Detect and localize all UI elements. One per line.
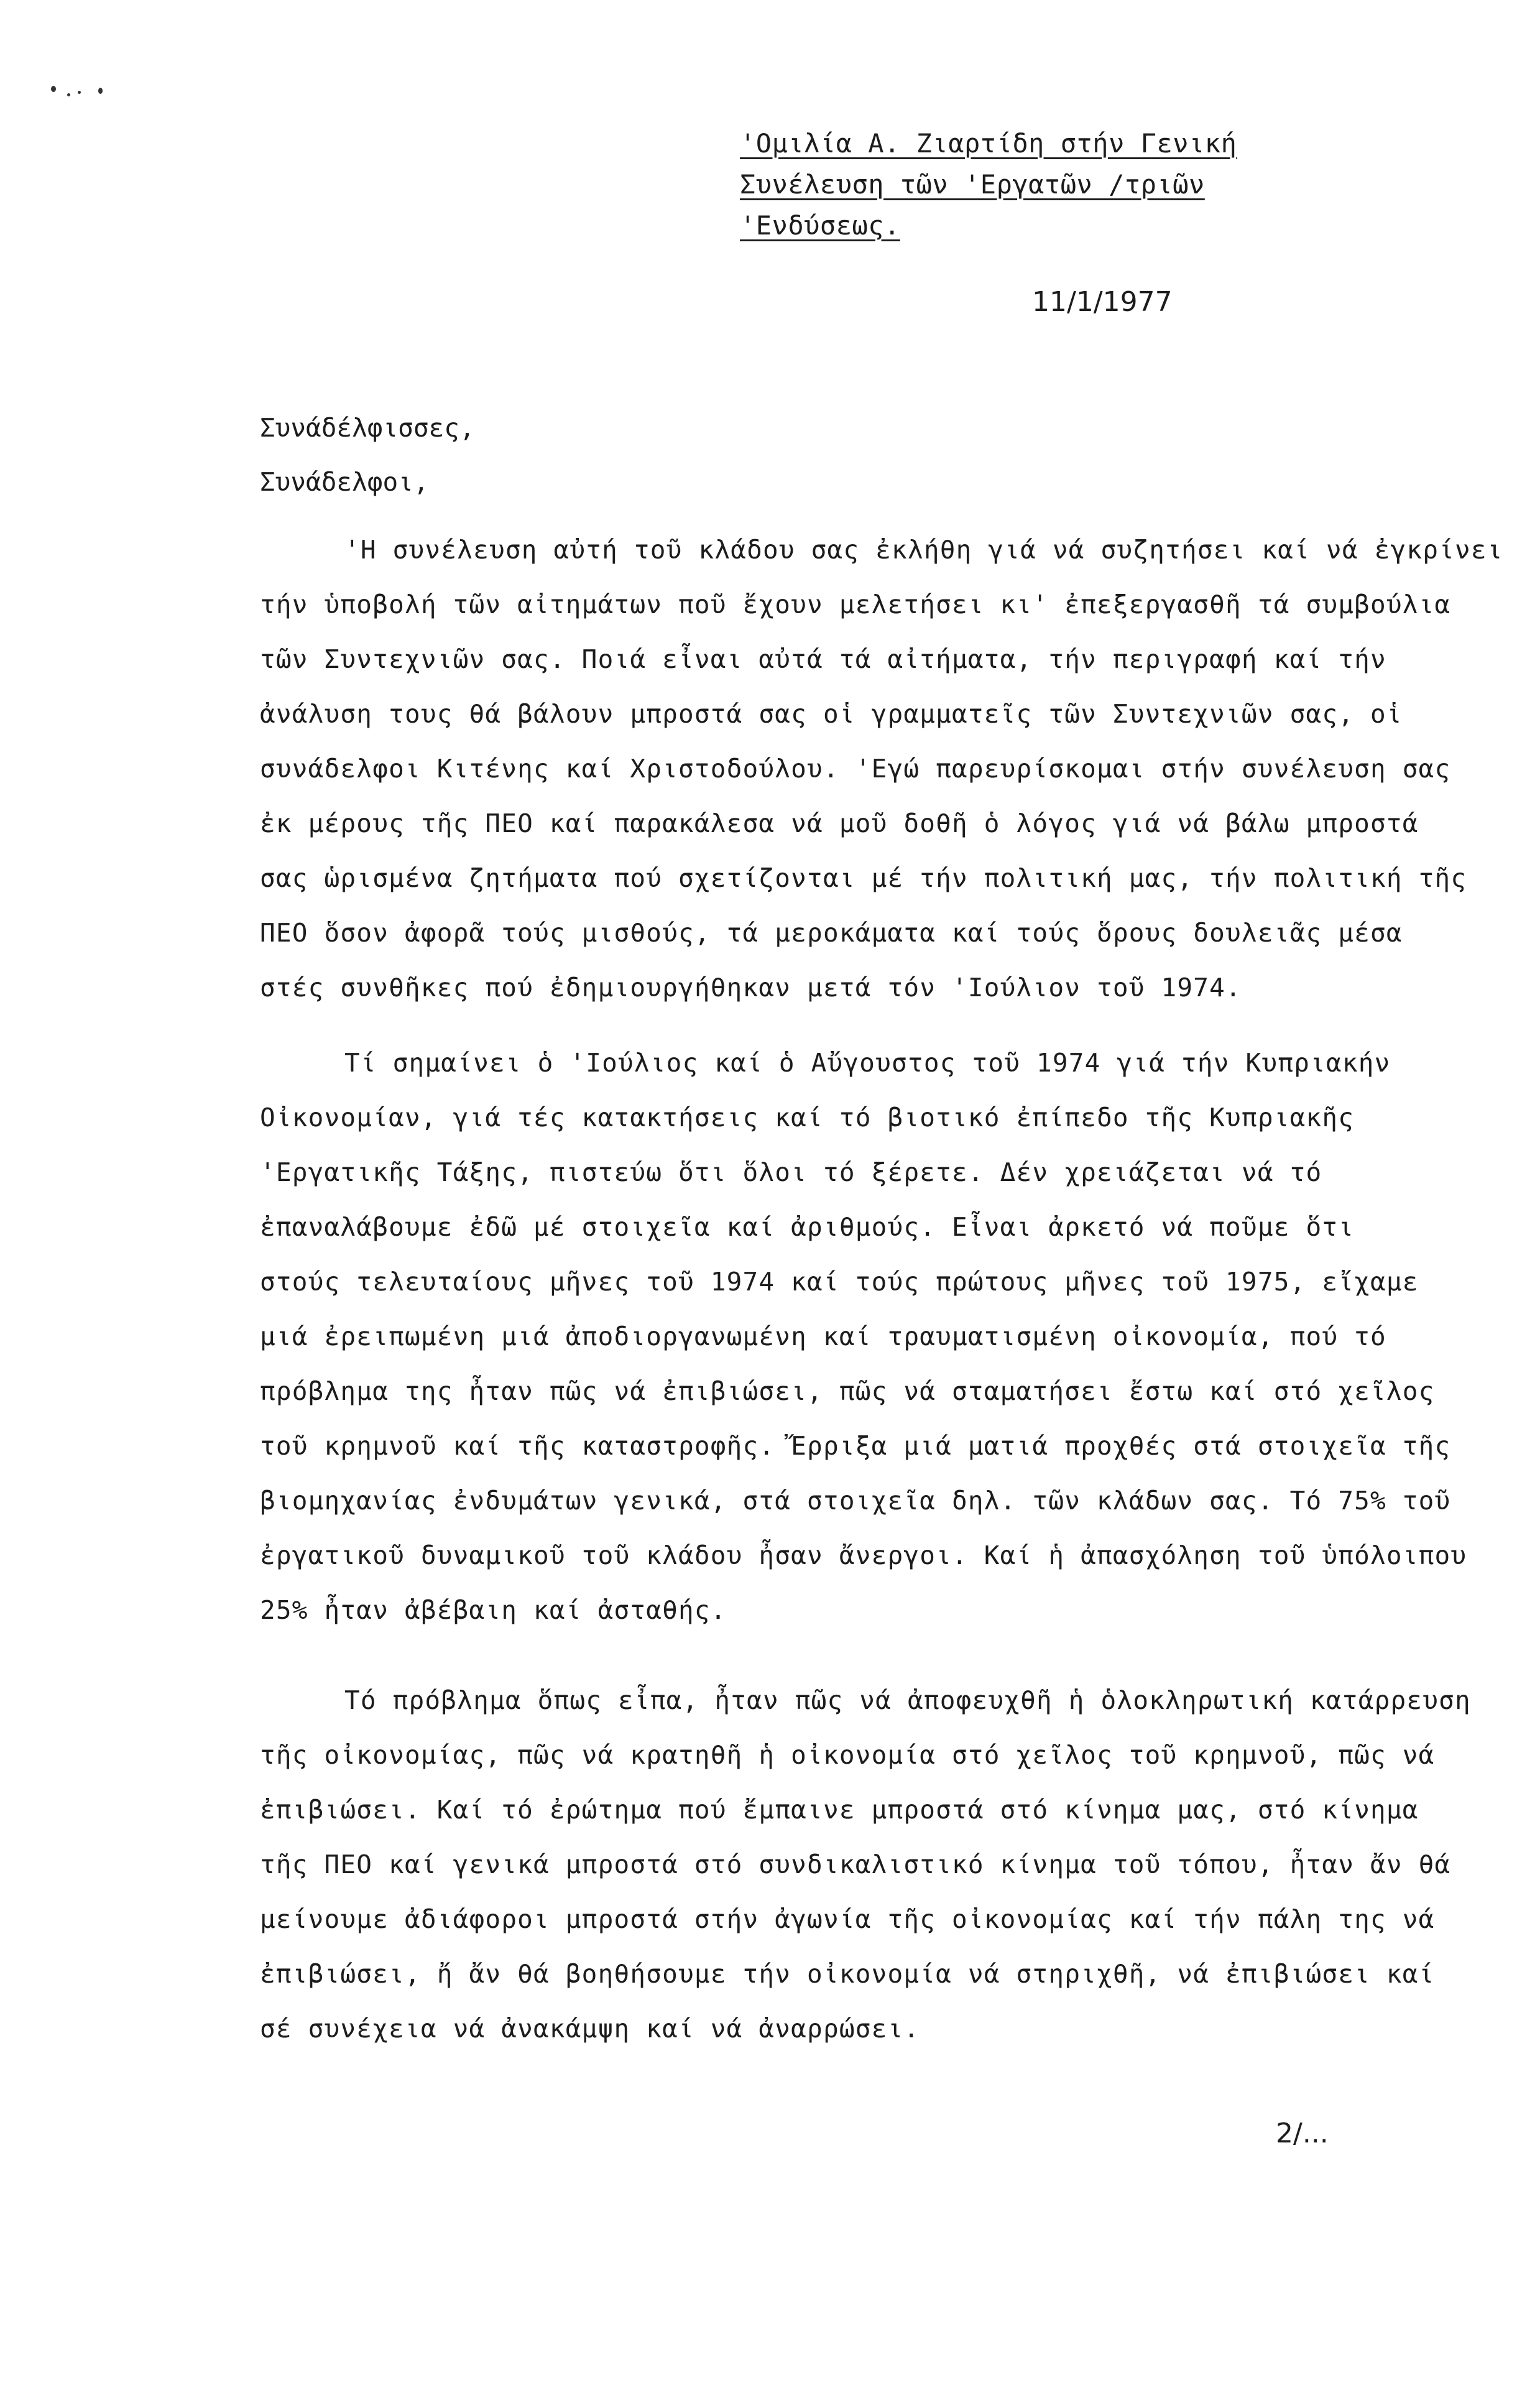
body-paragraph	[260, 1035, 1467, 1637]
paragraph-line: ἐκ μέρους τῆς ΠΕΟ καί παρακάλεσα νά μοῦ δοθῆ ὁ λόγος γιά νά βάλω μπροστά	[260, 808, 1419, 838]
ink-speck	[67, 93, 70, 96]
heading-line: Συνέλευση τῶν 'Εργατῶν /τριῶν	[740, 169, 1205, 200]
speech-heading	[740, 123, 1275, 246]
paragraph-line: σας ὡρισμένα ζητήματα πού σχετίζονται μέ τήν πολιτική μας, τήν πολιτική τῆς	[260, 863, 1467, 893]
paragraph-line: σέ συνέχεια νά ἀνακάμψη καί νά ἀναρρώσει.	[260, 2014, 920, 2044]
ink-speck	[78, 91, 81, 94]
paragraph-line: συνάδελφοι Κιτένης καί Χριστοδούλου. 'Εγώ παρευρίσκομαι στήν συνέλευση σας	[260, 754, 1451, 784]
body-paragraph	[260, 1673, 1471, 2056]
paragraph-line: 'Η συνέλευση αὐτή τοῦ κλάδου σας ἐκλήθη γιά νά συζητήσει καί νά ἐγκρίνει	[344, 535, 1503, 565]
paragraph-line: ἐργατικοῦ δυναμικοῦ τοῦ κλάδου ἦσαν ἄνεργοι. Καί ἡ ἀπασχόληση τοῦ ὑπόλοιπου	[260, 1540, 1467, 1570]
heading-line: 'Ενδύσεως.	[740, 210, 900, 241]
ink-speck	[51, 86, 56, 92]
paragraph-line: μείνουμε ἀδιάφοροι μπροστά στήν ἀγωνία τῆς οἰκονομίας καί τήν πάλη της νά	[260, 1904, 1435, 1934]
paragraph-line: ἐπιβιώσει, ἤ ἄν θά βοηθήσουμε τήν οἰκονομία νά στηριχθῆ, νά ἐπιβιώσει καί	[260, 1959, 1435, 1989]
salutation-line: Συνάδελφοι,	[260, 467, 429, 497]
paragraph-line: πρόβλημα της ἦταν πῶς νά ἐπιβιώσει, πῶς νά σταματήσει ἔστω καί στό χεῖλος	[260, 1376, 1435, 1406]
paragraph-line: τήν ὑποβολή τῶν αἰτημάτων ποῦ ἔχουν μελετήσει κι' ἐπεξεργασθῆ τά συμβούλια	[260, 590, 1451, 619]
paragraph-line: 25% ἦταν ἀβέβαιη καί ἀσταθής.	[260, 1595, 727, 1625]
paragraph-line: ΠΕΟ ὅσον ἀφορᾶ τούς μισθούς, τά μεροκάματα καί τούς ὅρους δουλειᾶς μέσα	[260, 918, 1403, 948]
salutation-line: Συνάδέλφισσες,	[260, 413, 475, 443]
paragraph-line: Οἰκονομίαν, γιά τές κατακτήσεις καί τό βιοτικό ἐπίπεδο τῆς Κυπριακῆς	[260, 1103, 1355, 1132]
paragraph-line: τῆς οἰκονομίας, πῶς νά κρατηθῆ ἡ οἰκονομία στό χεῖλος τοῦ κρημνοῦ, πῶς νά	[260, 1740, 1435, 1770]
paragraph-line: βιομηχανίας ἐνδυμάτων γενικά, στά στοιχεῖα δηλ. τῶν κλάδων σας. Τό 75% τοῦ	[260, 1486, 1451, 1516]
paragraph-line: στές συνθῆκες πού ἐδημιουργήθηκαν μετά τόν 'Ιούλιον τοῦ 1974.	[260, 973, 1242, 1003]
paragraph-line: ἐπαναλάβουμε ἐδῶ μέ στοιχεῖα καί ἀριθμούς. Εἶναι ἀρκετό νά ποῦμε ὅτι	[260, 1212, 1355, 1242]
ink-speck	[98, 88, 103, 94]
paragraph-line: τῶν Συντεχνιῶν σας. Ποιά εἶναι αὐτά τά αἰτήματα, τήν περιγραφή καί τήν	[260, 644, 1386, 674]
paragraph-line: ἀνάλυση τους θά βάλουν μπροστά σας οἱ γραμματεῖς τῶν Συντεχνιῶν σας, οἱ	[260, 699, 1403, 729]
salutation	[260, 401, 475, 509]
body-paragraph	[260, 522, 1503, 1015]
paragraph-line: 'Εργατικῆς Τάξης, πιστεύω ὅτι ὅλοι τό ξέρετε. Δέν χρειάζεται νά τό	[260, 1157, 1322, 1187]
paragraph-line: μιά ἐρειπωμένη μιά ἀποδιοργανωμένη καί τραυματισμένη οἰκονομία, πού τό	[260, 1322, 1386, 1351]
heading-line: 'Ομιλία Α. Ζιαρτίδη στήν Γενική	[740, 128, 1237, 159]
paragraph-line: τῆς ΠΕΟ καί γενικά μπροστά στό συνδικαλιστικό κίνημα τοῦ τόπου, ἦταν ἄν θά	[260, 1850, 1451, 1879]
paragraph-line: στούς τελευταίους μῆνες τοῦ 1974 καί τούς πρώτους μῆνες τοῦ 1975, εἴχαμε	[260, 1267, 1419, 1297]
paragraph-line: Τί σημαίνει ὁ 'Ιούλιος καί ὁ Αὔγουστος τοῦ 1974 γιά τήν Κυπριακήν	[344, 1048, 1391, 1078]
paragraph-line: ἐπιβιώσει. Καί τό ἐρώτημα πού ἔμπαινε μπροστά στό κίνημα μας, στό κίνημα	[260, 1795, 1419, 1825]
paragraph-line: τοῦ κρημνοῦ καί τῆς καταστροφῆς. Ἔρριξα μιά ματιά προχθές στά στοιχεῖα τῆς	[260, 1431, 1451, 1461]
paragraph-line: Τό πρόβλημα ὅπως εἶπα, ἦταν πῶς νά ἀποφευχθῆ ἡ ὁλοκληρωτική κατάρρευση	[344, 1685, 1471, 1715]
document-date: 11/1/1977	[1032, 286, 1173, 318]
page-continuation-marker: 2/...	[1276, 2118, 1329, 2149]
